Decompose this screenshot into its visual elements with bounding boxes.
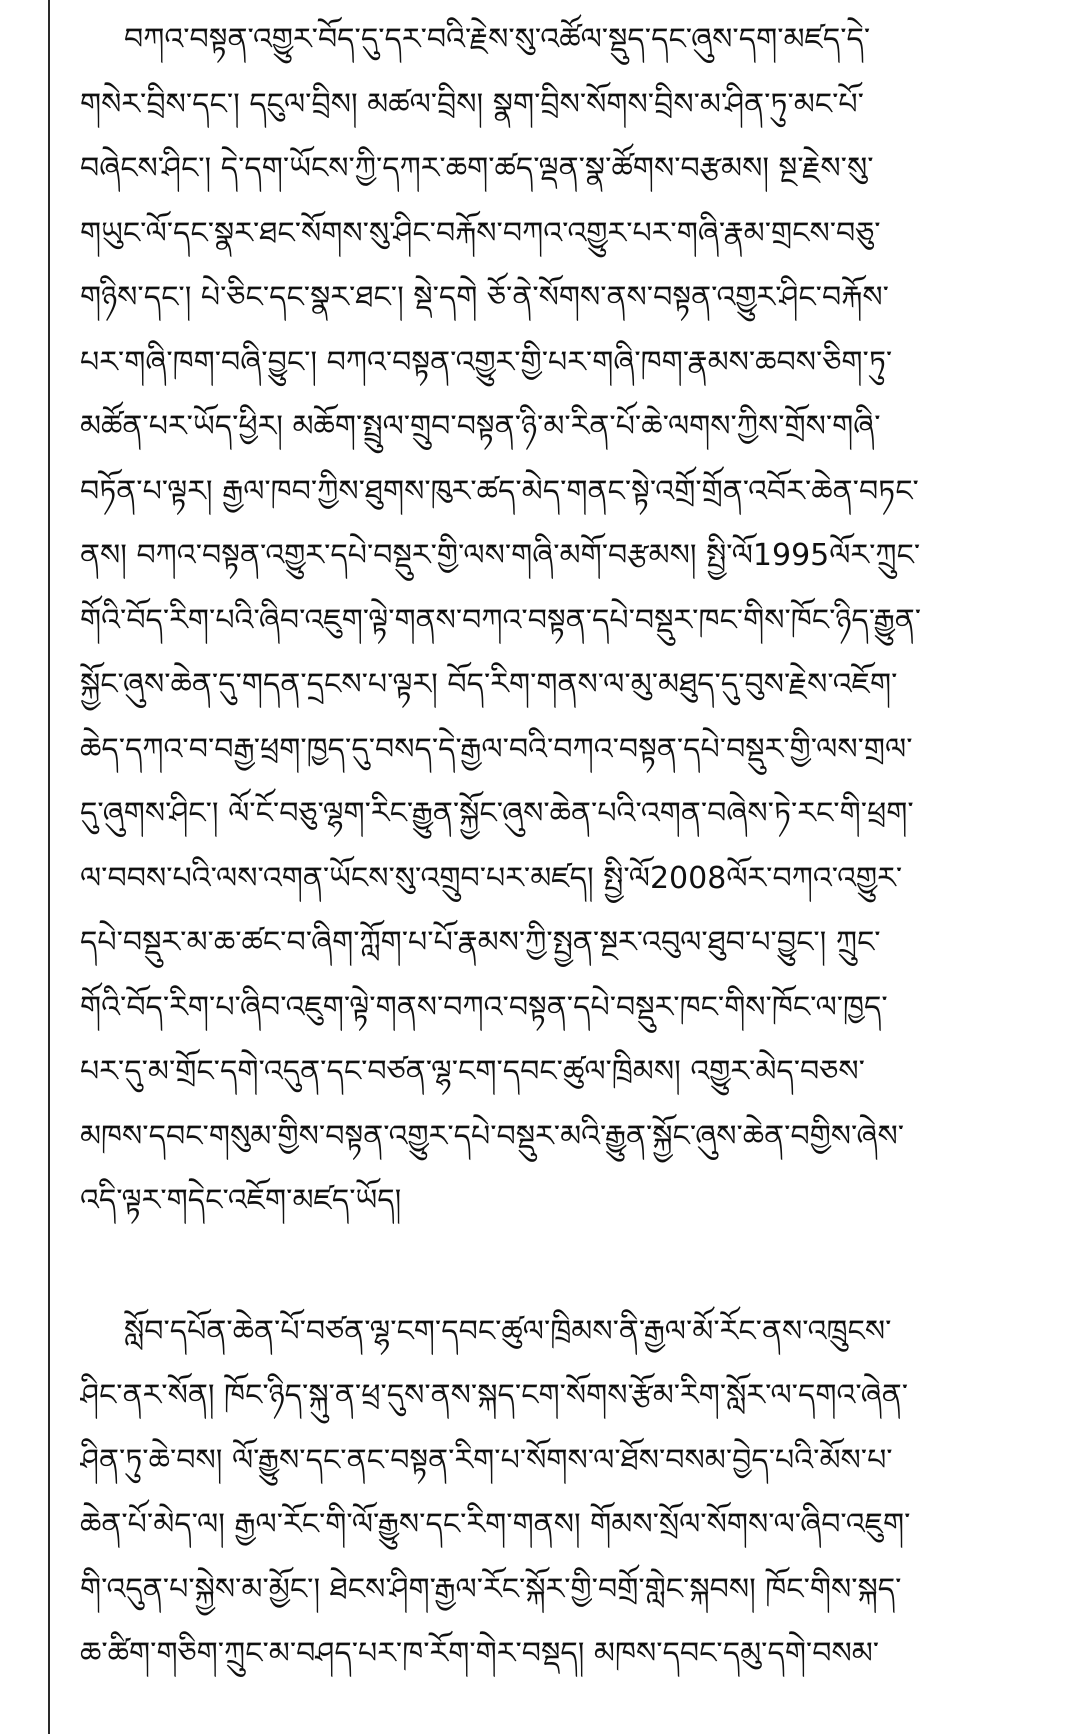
text-line: གོའི་བོད་རིག་པའི་ཞིབ་འཇུག་ལྟེ་གནས་བཀའ་བསྟན་དཔེ་བསྡུར་ཁང་གིས་ཁོང་ཉིད་རྒྱུན་ [80, 602, 922, 638]
text-line: འདི་ལྟར་གདེང་འཇོག་མཛད་ཡོད། [80, 1183, 402, 1218]
text-line: པར་དུ་མ་གྲོང་དགེ་འདུན་དང་བཙན་ལྷ་ངག་དབང་ཚུལ་ཁྲིམས། འགྱུར་མེད་བཅས་ [80, 1054, 865, 1089]
text-line: ཆེད་དཀའ་བ་བརྒྱ་ཕྲག་ཁྱད་དུ་བསད་དེ་རྒྱལ་བའི་བཀའ་བསྟན་དཔེ་བསྡུར་གྱི་ལས་གྲལ་ [80, 731, 913, 767]
text-line: སྐྱོང་ཞུས་ཆེན་དུ་གདན་དྲངས་པ་ལྟར། བོད་རིག་གནས་ལ་མུ་མཐུད་དུ་བུས་རྗེས་འཇོག་ [80, 667, 898, 702]
document-page [80, 8, 1040, 1687]
text-line: གཡུང་ལོ་དང་སྣར་ཐང་སོགས་སུ་ཤིང་བརྐོས་བཀའ་འགྱུར་པར་གཞི་རྣམ་གྲངས་བཅུ་ [80, 215, 881, 251]
paragraph-spacer [80, 1234, 1040, 1300]
left-margin-rule [48, 0, 50, 1734]
text-line: བཏོན་པ་ལྟར། རྒྱལ་ཁབ་ཀྱིས་ཐུགས་ཁུར་ཚད་མེད་གནང་སྟེ་འགྲོ་གྲོན་འབོར་ཆེན་བཏང་ [80, 473, 919, 509]
paragraph-1 [80, 8, 1040, 1234]
text-line: ཤིང་ནར་སོན། ཁོང་ཉིད་སྐུ་ན་ཕྲ་དུས་ནས་སྐད་ངག་སོགས་རྩོམ་རིག་སློར་ལ་དགའ་ཞེན་ [80, 1378, 909, 1413]
text-line: མཁས་དབང་གསུམ་གྱིས་བསྟན་འགྱུར་དཔེ་བསྡུར་མའི་རྒྱུན་སྐྱོང་ཞུས་ཆེན་བགྱིས་ཞེས་ [80, 1118, 905, 1154]
text-line: དུ་ཞུགས་ཤིང་། ལོ་ངོ་བཅུ་ལྷག་རིང་རྒྱུན་སྐྱོང་ཞུས་ཆེན་པའི་འགན་བཞེས་ཏེ་རང་གི་ཕྲག་ [80, 796, 914, 831]
text-line: གཉིས་དང་། པེ་ཅིང་དང་སྣར་ཐང་། སྡེ་དགེ ཅོ་ནེ་སོགས་ནས་བསྟན་འགྱུར་ཤིང་བརྐོས་ [80, 280, 889, 315]
text-line: གསེར་བྲིས་དང་། དངུལ་བྲིས། མཚལ་བྲིས། སྣག་བྲིས་སོགས་བྲིས་མ་ཤིན་ཏུ་མང་པོ་ [80, 86, 864, 122]
text-line: སློབ་དཔོན་ཆེན་པོ་བཙན་ལྷ་ངག་དབང་ཚུལ་ཁྲིམས་ནི་རྒྱལ་མོ་རོང་ནས་འཁྲུངས་ [124, 1313, 892, 1349]
text-line: གི་འདུན་པ་སྐྱེས་མ་མྱོང་། ཐེངས་ཤིག་རྒྱལ་རོང་སྐོར་གྱི་བགྲོ་གླེང་སྐབས། ཁོང་གིས་སྐད་ [80, 1571, 902, 1607]
text-line: གོའི་བོད་རིག་པ་ཞིབ་འཇུག་ལྟེ་གནས་བཀའ་བསྟན་དཔེ་བསྡུར་ཁང་གིས་ཁོང་ལ་ཁྱད་ [80, 989, 888, 1025]
text-line: ཆེན་པོ་མེད་ལ། རྒྱལ་རོང་གི་ལོ་རྒྱུས་དང་རིག་གནས། གོམས་སྲོལ་སོགས་ལ་ཞིབ་འཇུག་ [80, 1507, 911, 1542]
text-line: ཤིན་ཏུ་ཆེ་བས། ལོ་རྒྱུས་དང་ནང་བསྟན་རིག་པ་སོགས་ལ་ཐོས་བསམ་བྱེད་པའི་མོས་པ་ [80, 1442, 893, 1478]
paragraph-2 [80, 1300, 1040, 1687]
text-line: པར་གཞི་ཁག་བཞི་བྱུང་། བཀའ་བསྟན་འགྱུར་གྱི་པར་གཞི་ཁག་རྣམས་ཆབས་ཅིག་ཏུ་ [80, 344, 893, 380]
text-line: ནས། བཀའ་བསྟན་འགྱུར་དཔེ་བསྡུར་གྱི་ལས་གཞི་མགོ་བརྩམས། སྤྱི་ལོ1995ལོར་ཀྲུང་ [80, 538, 921, 573]
text-line: བཞེངས་ཤིང་། དེ་དག་ཡོངས་ཀྱི་དཀར་ཆག་ཚད་ལྡན་སྣ་ཚོགས་བརྩམས། སྔ་རྗེས་སུ་ [80, 151, 874, 186]
text-line: ལ་བབས་པའི་ལས་འགན་ཡོངས་སུ་འགྲུབ་པར་མཛད། སྤྱི་ལོ2008ལོར་བཀའ་འགྱུར་ [80, 860, 903, 896]
text-line: མཚོན་པར་ཡོད་ཕྱིར། མཆོག་སྤྲུལ་གྲུབ་བསྟན་ཉི་མ་རིན་པོ་ཆེ་ལགས་ཀྱིས་གྲོས་གཞི་ [80, 409, 881, 444]
text-line: དཔེ་བསྡུར་མ་ཆ་ཚང་བ་ཞིག་ཀློག་པ་པོ་རྣམས་ཀྱི་སྤྱན་སྔར་འབུལ་ཐུབ་པ་བྱུང་། ཀྲུང་ [80, 925, 881, 960]
text-line: བཀའ་བསྟན་འགྱུར་བོད་དུ་དར་བའི་རྗེས་སུ་འཚོལ་སྡུད་དང་ཞུས་དག་མཛད་དེ་ [124, 22, 871, 57]
text-line: ཆ་ཚིག་གཅིག་ཀྲུང་མ་བཤད་པར་ཁ་རོག་གེར་བསྡད། མཁས་དབང་དམུ་དགེ་བསམ་ [80, 1636, 880, 1671]
